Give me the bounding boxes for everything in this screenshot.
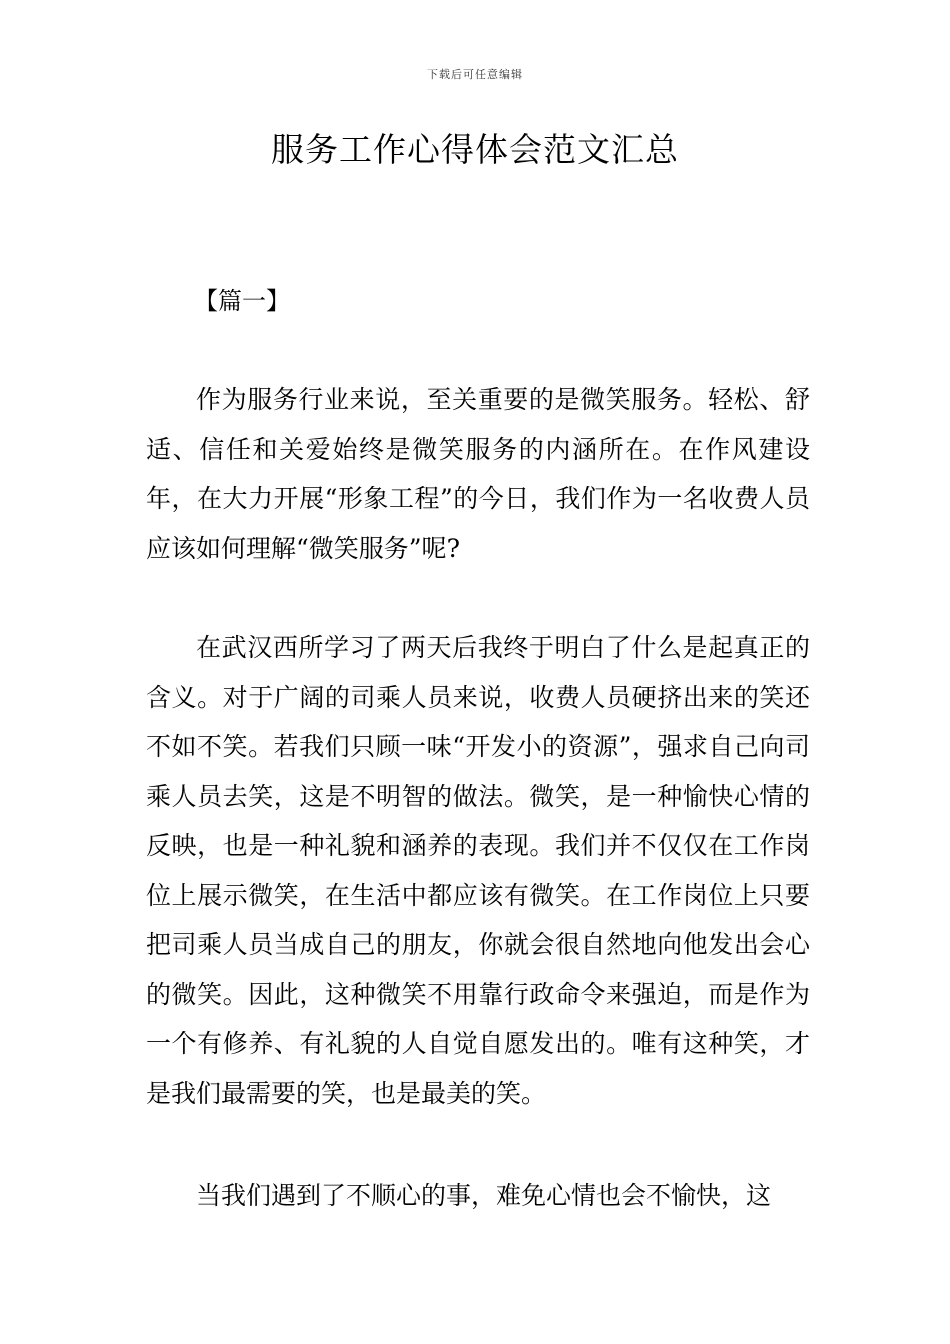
body-paragraph: 在武汉西所学习了两天后我终于明白了什么是起真正的含义。对于广阔的司乘人员来说，收费人员硬挤出来的笑还不如不笑。若我们只顾一味“开发小的资源”，强求自己向司乘人员去笑，这是不明智的做法。微笑，是一种愉快心情的反映，也是一种礼貌和涵养的表现。我们并不仅仅在工作岗位上展示微笑，在生活中都应该有微笑。在工作岗位上只要把司乘人员当成自己的朋友，你就会很自然地向他发出会心的微笑。因此，这种微笑不用靠行政命令来强迫，而是作为一个有修养、有礼貌的人自觉自愿发出的。唯有这种笑，才是我们最需要的笑，也是最美的笑。 [146,633,810,1108]
document-title: 服务工作心得体会范文汇总 [271,130,679,169]
header-note: 下载后可任意编辑 [427,68,523,81]
body-paragraph: 作为服务行业来说，至关重要的是微笑服务。轻松、舒适、信任和关爱始终是微笑服务的内涵所在。在作风建设年，在大力开展“形象工程”的今日，我们作为一名收费人员应该如何理解“微笑服务”呢? [146,385,810,563]
section-label: 【篇一】 [194,287,290,315]
body-paragraph: 当我们遇到了不顺心的事，难免心情也会不愉快，这 [196,1181,772,1210]
